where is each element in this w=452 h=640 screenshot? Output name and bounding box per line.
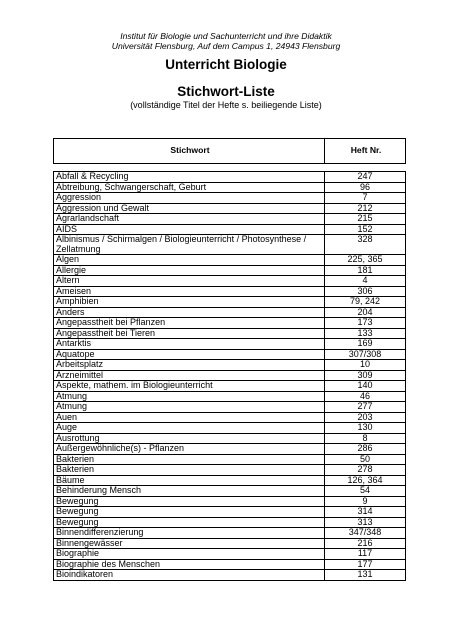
keyword-table: [53, 138, 406, 581]
issue-number-cell: 247: [325, 172, 406, 183]
keyword-cell: Ausrottung: [54, 433, 325, 444]
keyword-cell: Bewegung: [54, 496, 325, 507]
issue-number-cell: 130: [325, 423, 406, 434]
issue-number-cell: 203: [325, 412, 406, 423]
issue-number-cell: 10: [325, 360, 406, 371]
table-row: [54, 465, 406, 476]
issue-number-cell: 4: [325, 276, 406, 287]
keyword-cell: Atmung: [54, 391, 325, 402]
issue-number-cell: 181: [325, 265, 406, 276]
issue-number-cell: 152: [325, 224, 406, 235]
table-row: [54, 370, 406, 381]
table-row: [54, 433, 406, 444]
table-row: [54, 402, 406, 413]
keyword-cell: Allergie: [54, 265, 325, 276]
keyword-cell: Abtreibung, Schwangerschaft, Geburt: [54, 182, 325, 193]
keyword-cell: Bewegung: [54, 507, 325, 518]
issue-number-cell: 314: [325, 507, 406, 518]
table-row: [54, 255, 406, 266]
keyword-cell: Angepasstheit bei Pflanzen: [54, 318, 325, 329]
keyword-cell: Altern: [54, 276, 325, 287]
issue-number-cell: 313: [325, 517, 406, 528]
issue-number-cell: 7: [325, 193, 406, 204]
table-row: [54, 193, 406, 204]
table-row: [54, 214, 406, 225]
table-row: [54, 391, 406, 402]
issue-number-cell: 328: [325, 235, 406, 255]
table-row: [54, 307, 406, 318]
table-row: [54, 570, 406, 581]
issue-number-cell: 50: [325, 454, 406, 465]
table-row: [54, 559, 406, 570]
table-row: [54, 286, 406, 297]
keyword-cell: Albinismus / Schirmalgen / Biologieunterricht / Photosynthese / Zellatmung: [54, 235, 325, 255]
table-row: [54, 360, 406, 371]
keyword-cell: Anders: [54, 307, 325, 318]
issue-number-cell: 204: [325, 307, 406, 318]
keyword-cell: Binnengewässer: [54, 538, 325, 549]
table-row: [54, 381, 406, 392]
issue-number-cell: 347/348: [325, 528, 406, 539]
issue-number-cell: 177: [325, 559, 406, 570]
list-note: (vollständige Titel der Hefte s. beiliegende Liste): [130, 100, 322, 110]
keyword-cell: Bewegung: [54, 517, 325, 528]
issue-number-cell: 54: [325, 486, 406, 497]
keyword-cell: Bioindikatoren: [54, 570, 325, 581]
issue-number-cell: 173: [325, 318, 406, 329]
issue-number-cell: 133: [325, 328, 406, 339]
issue-number-cell: 8: [325, 433, 406, 444]
keyword-cell: Auen: [54, 412, 325, 423]
table-row: [54, 224, 406, 235]
keyword-cell: Arbeitsplatz: [54, 360, 325, 371]
issue-number-cell: 277: [325, 402, 406, 413]
column-header-keyword: Stichwort: [54, 139, 325, 164]
list-title: Stichwort-Liste: [177, 84, 275, 99]
table-row: [54, 517, 406, 528]
issue-number-cell: 169: [325, 339, 406, 350]
keyword-cell: Algen: [54, 255, 325, 266]
keyword-cell: Ameisen: [54, 286, 325, 297]
table-row: [54, 349, 406, 360]
header-line-1: Institut für Biologie und Sachunterricht und ihre Didaktik: [120, 31, 332, 41]
issue-number-cell: 306: [325, 286, 406, 297]
table-row: [54, 412, 406, 423]
header-line-2: Universität Flensburg, Auf dem Campus 1, 24943 Flensburg: [111, 41, 341, 51]
keyword-cell: Aggression: [54, 193, 325, 204]
table-row: [54, 444, 406, 455]
issue-number-cell: 9: [325, 496, 406, 507]
keyword-cell: Angepasstheit bei Tieren: [54, 328, 325, 339]
issue-number-cell: 278: [325, 465, 406, 476]
table-row: [54, 496, 406, 507]
table-row: [54, 423, 406, 434]
issue-number-cell: 225, 365: [325, 255, 406, 266]
institution-header: [0, 31, 452, 51]
keyword-cell: AIDS: [54, 224, 325, 235]
issue-number-cell: 140: [325, 381, 406, 392]
issue-number-cell: 307/308: [325, 349, 406, 360]
table-row: [54, 528, 406, 539]
keyword-cell: Antarktis: [54, 339, 325, 350]
table-row: [54, 276, 406, 287]
table-row: [54, 235, 406, 255]
table-row: [54, 328, 406, 339]
keyword-cell: Außergewöhnliche(s) - Pflanzen: [54, 444, 325, 455]
issue-number-cell: 212: [325, 203, 406, 214]
table-row: [54, 297, 406, 308]
table-row: [54, 538, 406, 549]
keyword-cell: Arzneimittel: [54, 370, 325, 381]
keyword-cell: Aquatope: [54, 349, 325, 360]
table-row: [54, 486, 406, 497]
issue-number-cell: 216: [325, 538, 406, 549]
keyword-cell: Abfall & Recycling: [54, 172, 325, 183]
table-row: [54, 475, 406, 486]
issue-number-cell: 117: [325, 549, 406, 560]
keyword-cell: Bäume: [54, 475, 325, 486]
table-row: [54, 318, 406, 329]
issue-number-cell: 126, 364: [325, 475, 406, 486]
keyword-cell: Behinderung Mensch: [54, 486, 325, 497]
keyword-cell: Biographie: [54, 549, 325, 560]
issue-number-cell: 79, 242: [325, 297, 406, 308]
table-row: [54, 172, 406, 183]
keyword-cell: Bakterien: [54, 454, 325, 465]
keyword-cell: Aspekte, mathem. im Biologieunterricht: [54, 381, 325, 392]
keyword-cell: Auge: [54, 423, 325, 434]
issue-number-cell: 309: [325, 370, 406, 381]
table-row: [54, 339, 406, 350]
keyword-cell: Atmung: [54, 402, 325, 413]
table-row: [54, 182, 406, 193]
table-row: [54, 507, 406, 518]
issue-number-cell: 286: [325, 444, 406, 455]
document-title: Unterricht Biologie: [165, 57, 287, 72]
keyword-cell: Biographie des Menschen: [54, 559, 325, 570]
keyword-cell: Agrarlandschaft: [54, 214, 325, 225]
table-header-row: [54, 139, 406, 164]
issue-number-cell: 215: [325, 214, 406, 225]
keyword-cell: Bakterien: [54, 465, 325, 476]
keyword-cell: Aggression und Gewalt: [54, 203, 325, 214]
column-header-issue: Heft Nr.: [325, 139, 406, 164]
issue-number-cell: 46: [325, 391, 406, 402]
table-row: [54, 549, 406, 560]
issue-number-cell: 96: [325, 182, 406, 193]
issue-number-cell: 131: [325, 570, 406, 581]
keyword-cell: Binnendifferenzierung: [54, 528, 325, 539]
table-row: [54, 454, 406, 465]
table-row: [54, 203, 406, 214]
keyword-cell: Amphibien: [54, 297, 325, 308]
table-row: [54, 265, 406, 276]
